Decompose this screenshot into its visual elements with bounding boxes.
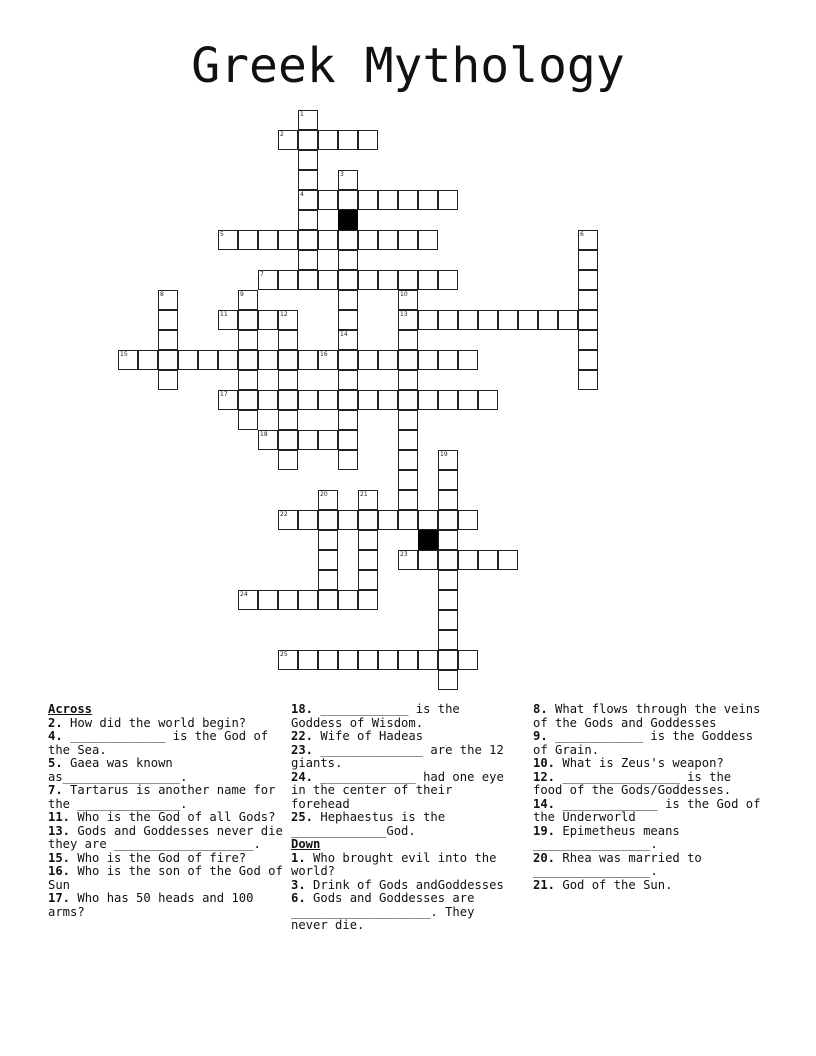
grid-cell[interactable] bbox=[358, 130, 378, 150]
grid-cell[interactable] bbox=[278, 430, 298, 450]
grid-cell[interactable] bbox=[298, 150, 318, 170]
grid-cell[interactable] bbox=[338, 170, 358, 190]
grid-cell[interactable] bbox=[238, 350, 258, 370]
grid-cell[interactable] bbox=[258, 590, 278, 610]
grid-cell[interactable] bbox=[338, 650, 358, 670]
clue-text: Wife of Hadeas bbox=[313, 729, 424, 743]
grid-cell[interactable] bbox=[258, 230, 278, 250]
grid-cell[interactable] bbox=[158, 290, 178, 310]
grid-cell[interactable] bbox=[438, 610, 458, 630]
clue-number: 16. bbox=[48, 864, 71, 878]
grid-cell[interactable] bbox=[578, 270, 598, 290]
grid-cell[interactable] bbox=[318, 490, 338, 510]
grid-cell[interactable] bbox=[478, 550, 498, 570]
grid-cell[interactable] bbox=[338, 410, 358, 430]
grid-cell[interactable] bbox=[318, 190, 338, 210]
grid-cell[interactable] bbox=[298, 250, 318, 270]
grid-cell[interactable] bbox=[458, 550, 478, 570]
clue-text: ______________ are the 12 giants. bbox=[291, 742, 504, 770]
clue-number: 6. bbox=[291, 891, 306, 905]
grid-cell[interactable] bbox=[398, 550, 418, 570]
clue-item bbox=[533, 798, 767, 825]
clue-number-label: 12 bbox=[280, 311, 288, 318]
grid-cell[interactable] bbox=[298, 590, 318, 610]
grid-cell[interactable] bbox=[158, 310, 178, 330]
grid-cell[interactable] bbox=[438, 550, 458, 570]
grid-cell[interactable] bbox=[238, 390, 258, 410]
grid-cell[interactable] bbox=[318, 550, 338, 570]
grid-block-cell bbox=[418, 530, 438, 550]
clue-number-label: 15 bbox=[120, 351, 128, 358]
clue-item bbox=[291, 771, 517, 812]
clue-number: 20. bbox=[533, 850, 556, 865]
grid-cell[interactable] bbox=[278, 370, 298, 390]
grid-cell[interactable] bbox=[458, 390, 478, 410]
grid-cell[interactable] bbox=[278, 590, 298, 610]
clue-text: _____________ is the God of the Sea. bbox=[48, 729, 269, 757]
grid-cell[interactable] bbox=[538, 310, 558, 330]
grid-cell[interactable] bbox=[378, 650, 398, 670]
grid-cell[interactable] bbox=[378, 510, 398, 530]
grid-cell[interactable] bbox=[298, 510, 318, 530]
grid-cell[interactable] bbox=[218, 310, 238, 330]
grid-cell[interactable] bbox=[278, 270, 298, 290]
clue-item bbox=[48, 811, 284, 825]
clue-number-label: 11 bbox=[220, 311, 228, 318]
clue-item bbox=[48, 757, 284, 784]
clue-number-label: 22 bbox=[280, 511, 288, 518]
clue-item bbox=[48, 784, 284, 811]
grid-cell[interactable] bbox=[398, 450, 418, 470]
grid-cell[interactable] bbox=[298, 210, 318, 230]
clue-number: 4. bbox=[48, 729, 63, 743]
grid-block-cell bbox=[338, 210, 358, 230]
grid-cell[interactable] bbox=[438, 530, 458, 550]
clue-text: Who brought evil into the world? bbox=[291, 850, 497, 878]
clue-item bbox=[291, 892, 517, 933]
clue-item bbox=[48, 865, 284, 892]
grid-cell[interactable] bbox=[158, 350, 178, 370]
grid-cell[interactable] bbox=[418, 390, 438, 410]
grid-cell[interactable] bbox=[338, 370, 358, 390]
clue-number-label: 9 bbox=[240, 291, 244, 298]
clue-number: 14. bbox=[533, 796, 556, 811]
grid-cell[interactable] bbox=[438, 190, 458, 210]
grid-cell[interactable] bbox=[438, 350, 458, 370]
grid-cell[interactable] bbox=[338, 250, 358, 270]
clue-text: _____________ had one eye in the center of their forehead bbox=[291, 769, 504, 811]
grid-cell[interactable] bbox=[318, 510, 338, 530]
grid-cell[interactable] bbox=[398, 370, 418, 390]
clue-text: What is Zeus's weapon? bbox=[555, 756, 724, 770]
clue-number-label: 10 bbox=[400, 291, 408, 298]
grid-cell[interactable] bbox=[398, 310, 418, 330]
clue-text: Who has 50 heads and 100 arms? bbox=[48, 891, 254, 919]
clue-text: Tartarus is another name for the ______________. bbox=[48, 783, 276, 811]
clue-number-label: 25 bbox=[280, 651, 288, 658]
clue-number: 17. bbox=[48, 891, 71, 905]
grid-cell[interactable] bbox=[358, 230, 378, 250]
grid-cell[interactable] bbox=[358, 510, 378, 530]
clue-item bbox=[48, 892, 284, 919]
clue-text: Epimetheus means ________________. bbox=[533, 823, 680, 851]
grid-cell[interactable] bbox=[298, 430, 318, 450]
clue-item bbox=[291, 811, 517, 838]
section-heading: Down bbox=[291, 837, 321, 851]
grid-cell[interactable] bbox=[358, 190, 378, 210]
grid-cell[interactable] bbox=[338, 330, 358, 350]
grid-cell[interactable] bbox=[298, 390, 318, 410]
grid-cell[interactable] bbox=[178, 350, 198, 370]
grid-cell[interactable] bbox=[578, 370, 598, 390]
clue-item bbox=[291, 703, 517, 730]
grid-cell[interactable] bbox=[158, 330, 178, 350]
grid-cell[interactable] bbox=[218, 390, 238, 410]
clue-item bbox=[48, 852, 284, 866]
grid-cell[interactable] bbox=[338, 390, 358, 410]
clue-text: ____________ is the Goddess of Wisdom. bbox=[291, 702, 460, 730]
grid-cell[interactable] bbox=[438, 490, 458, 510]
clue-number-label: 3 bbox=[340, 171, 344, 178]
grid-cell[interactable] bbox=[418, 650, 438, 670]
grid-cell[interactable] bbox=[318, 230, 338, 250]
clue-item bbox=[533, 879, 767, 893]
grid-cell[interactable] bbox=[578, 310, 598, 330]
grid-cell[interactable] bbox=[498, 310, 518, 330]
grid-cell[interactable] bbox=[378, 270, 398, 290]
grid-cell[interactable] bbox=[578, 250, 598, 270]
clue-number: 5. bbox=[48, 756, 63, 770]
grid-cell[interactable] bbox=[298, 650, 318, 670]
grid-cell[interactable] bbox=[338, 270, 358, 290]
clue-number: 21. bbox=[533, 877, 556, 892]
grid-cell[interactable] bbox=[138, 350, 158, 370]
grid-cell[interactable] bbox=[398, 430, 418, 450]
clue-item bbox=[291, 730, 517, 744]
grid-cell[interactable] bbox=[438, 390, 458, 410]
clue-item bbox=[533, 730, 767, 757]
grid-cell[interactable] bbox=[398, 490, 418, 510]
clue-item bbox=[533, 771, 767, 798]
grid-cell[interactable] bbox=[378, 350, 398, 370]
clue-number: 23. bbox=[291, 742, 314, 757]
grid-cell[interactable] bbox=[278, 650, 298, 670]
clue-number-label: 13 bbox=[400, 311, 408, 318]
clue-text: Hephaestus is the _____________God. bbox=[291, 810, 446, 838]
clue-item bbox=[291, 852, 517, 879]
clue-number-label: 24 bbox=[240, 591, 248, 598]
grid-cell[interactable] bbox=[398, 190, 418, 210]
clue-number: 13. bbox=[48, 823, 71, 838]
grid-cell[interactable] bbox=[358, 550, 378, 570]
grid-cell[interactable] bbox=[358, 270, 378, 290]
clue-number-label: 7 bbox=[260, 271, 264, 278]
grid-cell[interactable] bbox=[498, 550, 518, 570]
clue-number-label: 6 bbox=[580, 231, 584, 238]
clue-number: 22. bbox=[291, 729, 314, 743]
grid-cell[interactable] bbox=[258, 390, 278, 410]
grid-cell[interactable] bbox=[238, 230, 258, 250]
clue-number-label: 1 bbox=[300, 111, 304, 118]
grid-cell[interactable] bbox=[298, 110, 318, 130]
clue-text: How did the world begin? bbox=[62, 715, 247, 730]
clue-number-label: 20 bbox=[320, 491, 328, 498]
grid-cell[interactable] bbox=[338, 450, 358, 470]
grid-cell[interactable] bbox=[478, 310, 498, 330]
down-clues-column bbox=[533, 703, 767, 892]
clue-number: 18. bbox=[291, 702, 314, 716]
grid-cell[interactable] bbox=[278, 310, 298, 330]
grid-cell[interactable] bbox=[318, 390, 338, 410]
clue-text: Gods and Goddesses are ___________________. They never die. bbox=[291, 891, 475, 932]
clue-number: 12. bbox=[533, 769, 556, 784]
across-clues-column bbox=[48, 703, 284, 919]
grid-cell[interactable] bbox=[278, 450, 298, 470]
grid-cell[interactable] bbox=[578, 230, 598, 250]
grid-cell[interactable] bbox=[558, 310, 578, 330]
grid-cell[interactable] bbox=[398, 270, 418, 290]
grid-cell[interactable] bbox=[438, 510, 458, 530]
clue-number: 1. bbox=[291, 850, 306, 865]
grid-cell[interactable] bbox=[338, 430, 358, 450]
grid-cell[interactable] bbox=[398, 230, 418, 250]
clue-number-label: 4 bbox=[300, 191, 304, 198]
clue-text: What flows through the veins of the Gods and Goddesses bbox=[533, 702, 761, 730]
section-heading: Across bbox=[48, 702, 93, 716]
grid-cell[interactable] bbox=[358, 390, 378, 410]
grid-cell[interactable] bbox=[438, 470, 458, 490]
grid-cell[interactable] bbox=[438, 310, 458, 330]
grid-cell[interactable] bbox=[338, 290, 358, 310]
grid-cell[interactable] bbox=[238, 410, 258, 430]
grid-cell[interactable] bbox=[438, 630, 458, 650]
grid-cell[interactable] bbox=[278, 510, 298, 530]
clue-number: 3. bbox=[291, 877, 306, 892]
clue-text: Gods and Goddesses never die they are ___________________. bbox=[48, 823, 283, 851]
grid-cell[interactable] bbox=[238, 310, 258, 330]
grid-cell[interactable] bbox=[358, 350, 378, 370]
grid-cell[interactable] bbox=[278, 230, 298, 250]
grid-cell[interactable] bbox=[318, 650, 338, 670]
clue-number: 7. bbox=[48, 783, 63, 797]
grid-cell[interactable] bbox=[338, 130, 358, 150]
grid-cell[interactable] bbox=[298, 270, 318, 290]
clue-item bbox=[48, 825, 284, 852]
clue-text: God of the Sun. bbox=[555, 877, 673, 892]
grid-cell[interactable] bbox=[418, 550, 438, 570]
grid-cell[interactable] bbox=[438, 650, 458, 670]
grid-cell[interactable] bbox=[438, 450, 458, 470]
grid-cell[interactable] bbox=[318, 350, 338, 370]
grid-cell[interactable] bbox=[398, 390, 418, 410]
grid-cell[interactable] bbox=[218, 230, 238, 250]
grid-cell[interactable] bbox=[438, 590, 458, 610]
grid-cell[interactable] bbox=[358, 590, 378, 610]
clue-number-label: 8 bbox=[160, 291, 164, 298]
clue-item bbox=[533, 852, 767, 879]
grid-cell[interactable] bbox=[398, 650, 418, 670]
grid-cell[interactable] bbox=[198, 350, 218, 370]
grid-cell[interactable] bbox=[378, 190, 398, 210]
grid-cell[interactable] bbox=[398, 410, 418, 430]
clue-number-label: 5 bbox=[220, 231, 224, 238]
grid-cell[interactable] bbox=[318, 590, 338, 610]
grid-cell[interactable] bbox=[298, 130, 318, 150]
grid-cell[interactable] bbox=[378, 390, 398, 410]
grid-cell[interactable] bbox=[238, 590, 258, 610]
grid-cell[interactable] bbox=[258, 270, 278, 290]
grid-cell[interactable] bbox=[298, 190, 318, 210]
clue-number-label: 18 bbox=[260, 431, 268, 438]
grid-cell[interactable] bbox=[298, 230, 318, 250]
grid-cell[interactable] bbox=[338, 310, 358, 330]
clue-text: Rhea was married to ________________. bbox=[533, 850, 702, 878]
clue-number: 2. bbox=[48, 715, 63, 730]
grid-cell[interactable] bbox=[398, 510, 418, 530]
grid-cell[interactable] bbox=[358, 650, 378, 670]
grid-cell[interactable] bbox=[418, 310, 438, 330]
grid-cell[interactable] bbox=[418, 230, 438, 250]
clue-text: Drink of Gods andGoddesses bbox=[305, 877, 504, 892]
grid-cell[interactable] bbox=[118, 350, 138, 370]
grid-cell[interactable] bbox=[578, 290, 598, 310]
clue-number-label: 23 bbox=[400, 551, 408, 558]
grid-cell[interactable] bbox=[218, 350, 238, 370]
grid-cell[interactable] bbox=[438, 570, 458, 590]
grid-cell[interactable] bbox=[278, 330, 298, 350]
grid-cell[interactable] bbox=[318, 270, 338, 290]
grid-cell[interactable] bbox=[398, 330, 418, 350]
clue-item bbox=[291, 879, 517, 893]
grid-cell[interactable] bbox=[258, 430, 278, 450]
clue-text: Who is the God of all Gods? bbox=[70, 810, 276, 824]
grid-cell[interactable] bbox=[438, 670, 458, 690]
grid-cell[interactable] bbox=[458, 510, 478, 530]
grid-cell[interactable] bbox=[278, 130, 298, 150]
grid-cell[interactable] bbox=[258, 310, 278, 330]
grid-cell[interactable] bbox=[318, 130, 338, 150]
grid-cell[interactable] bbox=[278, 390, 298, 410]
clue-item bbox=[48, 717, 284, 731]
grid-cell[interactable] bbox=[418, 270, 438, 290]
grid-cell[interactable] bbox=[458, 350, 478, 370]
grid-cell[interactable] bbox=[478, 390, 498, 410]
grid-cell[interactable] bbox=[358, 530, 378, 550]
grid-cell[interactable] bbox=[298, 170, 318, 190]
clue-item bbox=[533, 703, 767, 730]
grid-cell[interactable] bbox=[398, 470, 418, 490]
clue-item bbox=[48, 730, 284, 757]
grid-cell[interactable] bbox=[278, 350, 298, 370]
grid-cell[interactable] bbox=[278, 410, 298, 430]
clue-number: 9. bbox=[533, 729, 548, 743]
clue-number-label: 19 bbox=[440, 451, 448, 458]
grid-cell[interactable] bbox=[238, 330, 258, 350]
clue-number-label: 17 bbox=[220, 391, 228, 398]
grid-cell[interactable] bbox=[398, 350, 418, 370]
clue-item bbox=[533, 825, 767, 852]
grid-cell[interactable] bbox=[318, 570, 338, 590]
grid-cell[interactable] bbox=[358, 490, 378, 510]
clue-number: 8. bbox=[533, 702, 548, 716]
clue-number-label: 21 bbox=[360, 491, 368, 498]
clue-number: 19. bbox=[533, 823, 556, 838]
grid-cell[interactable] bbox=[438, 270, 458, 290]
grid-cell[interactable] bbox=[298, 350, 318, 370]
clue-number: 10. bbox=[533, 756, 556, 770]
grid-cell[interactable] bbox=[418, 510, 438, 530]
grid-cell[interactable] bbox=[518, 310, 538, 330]
grid-cell[interactable] bbox=[238, 290, 258, 310]
grid-cell[interactable] bbox=[338, 190, 358, 210]
grid-cell[interactable] bbox=[578, 330, 598, 350]
grid-cell[interactable] bbox=[418, 350, 438, 370]
grid-cell[interactable] bbox=[338, 590, 358, 610]
grid-cell[interactable] bbox=[458, 310, 478, 330]
clue-number-label: 16 bbox=[320, 351, 328, 358]
grid-cell[interactable] bbox=[158, 370, 178, 390]
grid-cell[interactable] bbox=[338, 510, 358, 530]
grid-cell[interactable] bbox=[378, 230, 398, 250]
clue-text: Gaea was known as________________. bbox=[48, 756, 188, 784]
clue-number: 11. bbox=[48, 810, 71, 824]
page-title: Greek Mythology bbox=[191, 38, 625, 94]
grid-cell[interactable] bbox=[238, 370, 258, 390]
clue-text: _____________ is the God of the Underworld bbox=[533, 796, 761, 824]
clue-number-label: 14 bbox=[340, 331, 348, 338]
grid-cell[interactable] bbox=[578, 350, 598, 370]
clue-text: ________________ is the food of the Gods/Goddesses. bbox=[533, 769, 732, 797]
grid-cell[interactable] bbox=[338, 350, 358, 370]
grid-cell[interactable] bbox=[318, 530, 338, 550]
clue-item bbox=[291, 744, 517, 771]
clue-number-label: 2 bbox=[280, 131, 284, 138]
grid-cell[interactable] bbox=[258, 350, 278, 370]
clue-item bbox=[533, 757, 767, 771]
clue-text: Who is the son of the God of Sun bbox=[48, 864, 283, 892]
grid-cell[interactable] bbox=[358, 570, 378, 590]
grid-cell[interactable] bbox=[418, 190, 438, 210]
clue-text: Who is the God of fire? bbox=[70, 850, 247, 865]
clue-text: ____________ is the Goddess of Grain. bbox=[533, 729, 754, 757]
grid-cell[interactable] bbox=[398, 290, 418, 310]
clue-number: 25. bbox=[291, 810, 314, 824]
grid-cell[interactable] bbox=[458, 650, 478, 670]
grid-cell[interactable] bbox=[318, 430, 338, 450]
clue-number: 24. bbox=[291, 769, 314, 784]
grid-cell[interactable] bbox=[338, 230, 358, 250]
clue-number: 15. bbox=[48, 850, 71, 865]
mixed-clues-column bbox=[291, 703, 517, 933]
